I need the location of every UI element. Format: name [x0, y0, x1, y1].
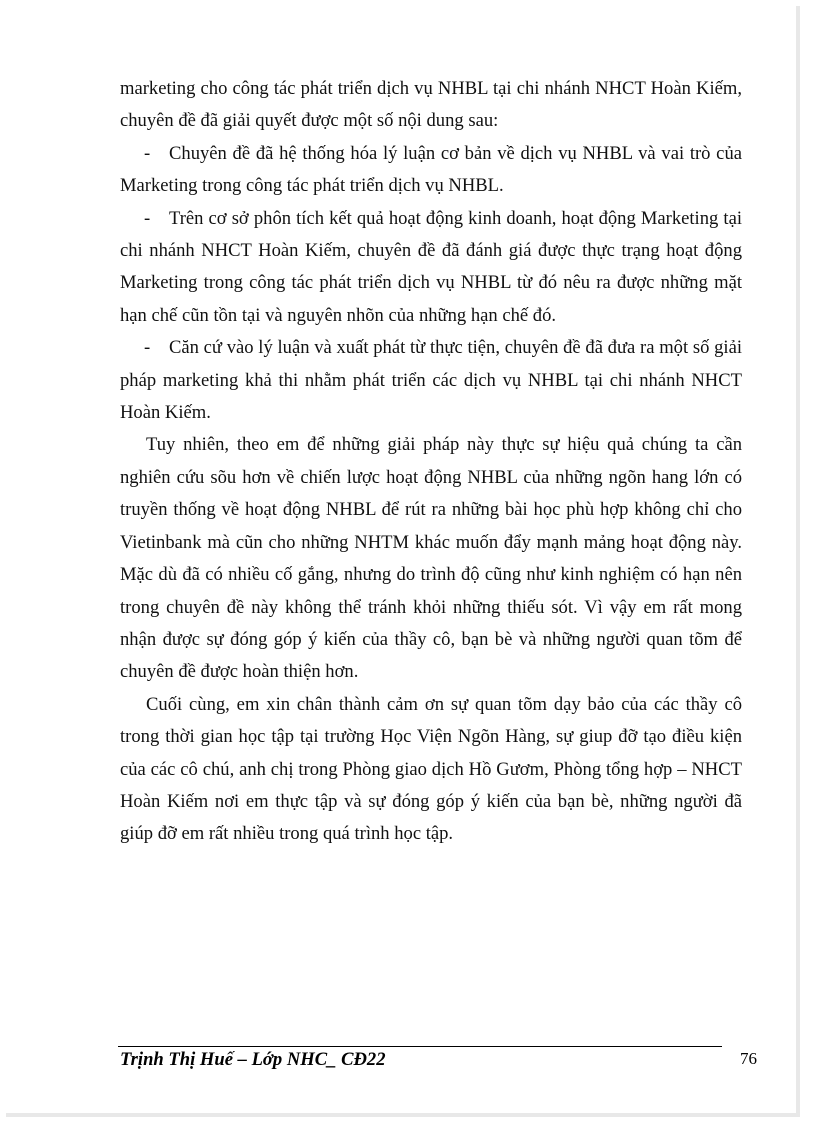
bullet-text: Trên cơ sở phôn tích kết quả hoạt động kinh doanh, hoạt động Marketing tại chi nhánh NHCT Hoàn Kiếm, chuyên đề đã đánh giá được thực trạng hoạt động Marketing trong công tác phát triển dịch vụ NHBL từ đó nêu ra được những mặt hạn chế cũn tồn tại và nguyên nhõn của những hạn chế đó. [120, 207, 742, 326]
bullet-item [120, 138, 742, 203]
bullet-text: Căn cứ vào lý luận và xuất phát từ thực tiện, chuyên đề đã đưa ra một số giải pháp marketing khả thi nhằm phát triển các dịch vụ NHBL tại chi nhánh NHCT Hoàn Kiếm. [120, 337, 742, 424]
page-number: 76 [740, 1049, 757, 1068]
footer-rule [118, 1046, 722, 1047]
paragraph-text: Cuối cùng, em xin chân thành cảm ơn sự quan tõm dạy bảo của các thầy cô trong thời gian học tập tại trường Học Viện Ngõn Hàng, sự giup đỡ tạo điều kiện của các cô chú, anh chị trong Phòng giao dịch Hồ Gươm, Phòng tổng hợp – NHCT Hoàn Kiếm nơi em thực tập và sự đóng góp ý kiến của bạn bè, những người đã giúp đỡ em rất nhiều trong quá trình học tập. [120, 693, 742, 845]
paragraph-text: Tuy nhiên, theo em để những giải pháp này thực sự hiệu quả chúng ta cần nghiên cứu sõu hơn về chiến lược hoạt động NHBL của những ngõn hang lớn có truyền thống về hoạt động NHBL để rút ra những bài học phù hợp không chỉ cho Vietinbank mà cũn cho những NHTM khác muốn đẩy mạnh mảng hoạt động này. Mặc dù đã có nhiều cố gắng, nhưng do trình độ cũng như kinh nghiệm có hạn nên trong chuyên đề này không thể tránh khỏi những thiếu sót. Vì vậy em rất mong nhận được sự đóng góp ý kiến của thầy cô, bạn bè và những người quan tõm để chuyên đề được hoàn thiện hơn. [120, 434, 742, 683]
footer-author: Trịnh Thị Huế – Lớp NHC_ CĐ22 [120, 1049, 386, 1070]
paragraph-text: marketing cho công tác phát triển dịch vụ NHBL tại chi nhánh NHCT Hoàn Kiếm, chuyên đề đã giải quyết được một số nội dung sau: [120, 78, 742, 132]
paragraph-intro [120, 73, 742, 138]
paragraph-however [120, 429, 742, 688]
bullet-item [120, 332, 742, 429]
bullet-dash: - [144, 337, 151, 359]
bullet-dash: - [144, 142, 151, 164]
page-shadow-bottom [6, 1113, 800, 1117]
paragraph-thanks [120, 689, 742, 851]
bullet-text: Chuyên đề đã hệ thống hóa lý luận cơ bản về dịch vụ NHBL và vai trò của Marketing trong công tác phát triển dịch vụ NHBL. [120, 142, 742, 197]
page-shadow-right [796, 6, 800, 1115]
bullet-dash: - [144, 207, 151, 229]
body-text [120, 73, 742, 851]
bullet-item [120, 203, 742, 333]
